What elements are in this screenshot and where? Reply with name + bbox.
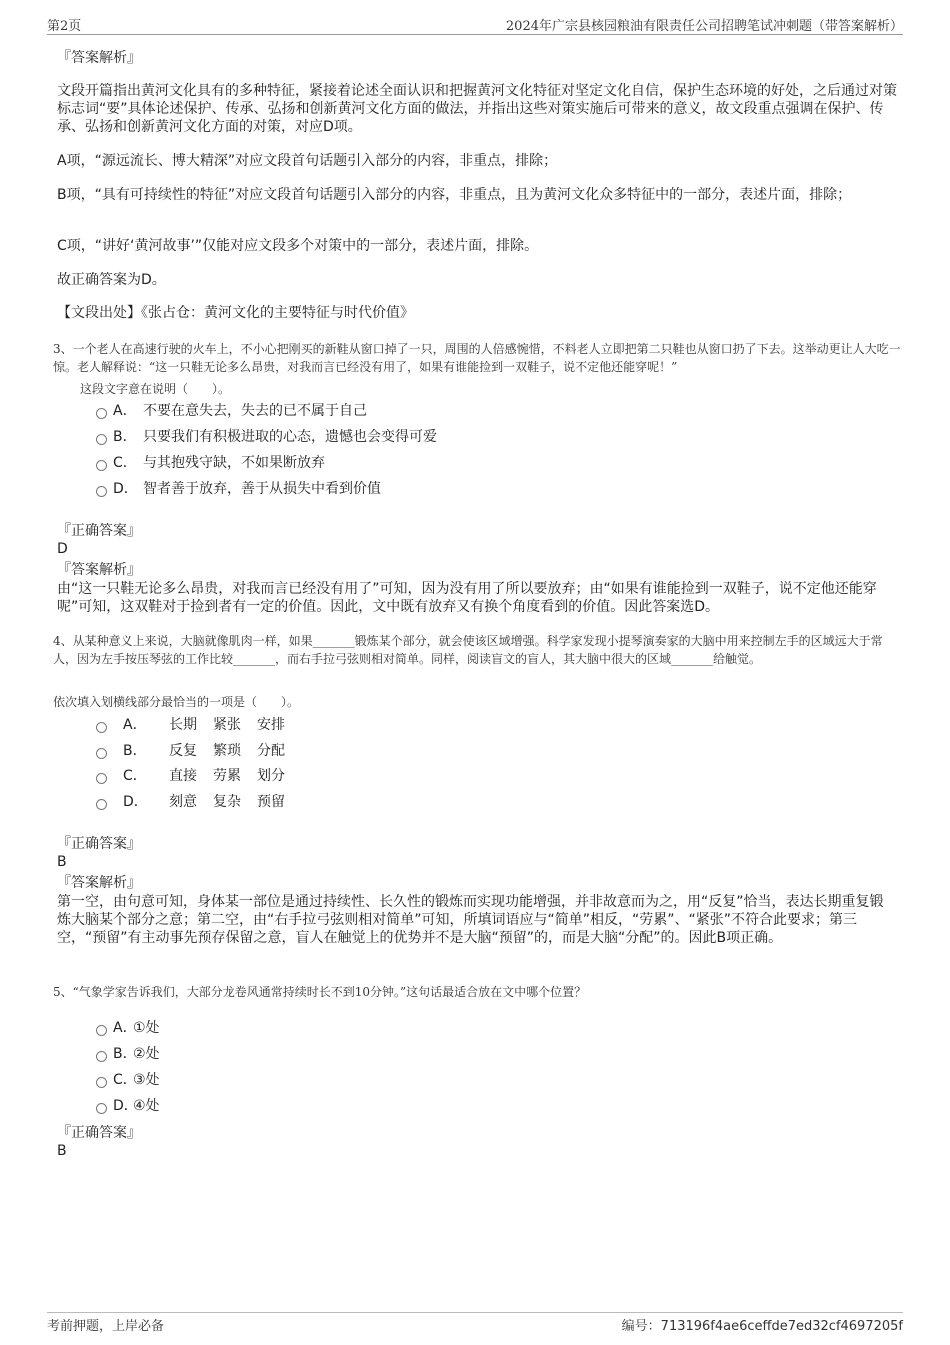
radio-icon[interactable] bbox=[96, 434, 107, 445]
q3-analysis: 由“这一只鞋无论多么昂贵，对我而言已经没有用了”可知，因为没有用了所以要放弃；由“如果有谁能捡到一双鞋子，说不定他还能穿呢”可知，这双鞋对于捡到者有一定的价值。因此，文中既有放弃又有换个角度看到的价值。因此答案选D。 bbox=[57, 581, 877, 615]
q5-stem: 5、“气象学家告诉我们，大部分龙卷风通常持续时长不到10分钟。”这句话最适合放在文中哪个位置？ bbox=[53, 985, 587, 999]
q5-option-a[interactable]: A．①处 bbox=[96, 1019, 160, 1037]
q5-option-d[interactable]: D．④处 bbox=[96, 1097, 160, 1115]
footer-slogan: 考前押题，上岸必备 bbox=[47, 1319, 165, 1334]
radio-icon[interactable] bbox=[96, 1103, 107, 1114]
q5-answer-label: 『正确答案』 bbox=[57, 1125, 141, 1141]
radio-icon[interactable] bbox=[96, 799, 107, 810]
document-title: 2024年广宗县核园粮油有限责任公司招聘笔试冲刺题（带答案解析） bbox=[505, 19, 903, 34]
q4-stem: 4、从某种意义上来说，大脑就像肌肉一样，如果_______锻炼某个部分，就会使该区域增强。科学家发现小提琴演奏家的大脑中用来控制左手的区域远大于常人，因为左手按压琴弦的工作比较_______，而右手拉弓弦则相对简单。同样，阅读盲文的盲人，其大脑中很大的区域_______给触觉。 bbox=[53, 634, 883, 666]
q3-option-c[interactable]: C． 与其抱残守缺，不如果断放弃 bbox=[96, 454, 325, 472]
q5-option-c[interactable]: C．③处 bbox=[96, 1071, 160, 1089]
q3-option-d[interactable]: D． 智者善于放弃，善于从损失中看到价值 bbox=[96, 480, 381, 498]
q4-option-a[interactable]: A． 长期 紧张 安排 bbox=[96, 716, 301, 734]
radio-icon[interactable] bbox=[96, 773, 107, 784]
q4-option-c[interactable]: C． 直接 劳累 划分 bbox=[96, 767, 301, 785]
q2-option-a-analysis: A项，“源远流长、博大精深”对应文段首句话题引入部分的内容，非重点，排除； bbox=[57, 153, 558, 169]
q3-answer-label: 『正确答案』 bbox=[57, 523, 141, 539]
q4-answer: B bbox=[57, 854, 67, 870]
q3-option-b[interactable]: B． 只要我们有积极进取的心态，遗憾也会变得可爱 bbox=[96, 428, 437, 446]
radio-icon[interactable] bbox=[96, 1025, 107, 1036]
q4-option-d[interactable]: D． 刻意 复杂 预留 bbox=[96, 793, 301, 811]
q5-option-b[interactable]: B．②处 bbox=[96, 1045, 160, 1063]
q3-stem: 3、一个老人在高速行驶的火车上，不小心把刚买的新鞋从窗口掉了一只，周围的人倍感惋惜，不料老人立即把第二只鞋也从窗口扔了下去。这举动更让人大吃一惊。老人解释说：“这一只鞋无论多么昂贵，对我而言已经没有用了，如果有谁能捡到一双鞋子，说不定他还能穿呢！” bbox=[53, 342, 901, 374]
q4-analysis: 第一空，由句意可知，身体某一部位是通过持续性、长久性的锻炼而实现功能增强，并非故意而为之，用“反复”恰当，表达长期重复锻炼大脑某个部分之意；第二空，由“右手拉弓弦则相对简单”可知，所填词语应与“简单”相反，“劳累”、“紧张”不符合此要求；第三空，“预留”有主动事先预存保留之意，盲人在触觉上的优势并不是大脑“预留”的，而是大脑“分配”的。因此B项正确。 bbox=[57, 894, 884, 946]
radio-icon[interactable] bbox=[96, 1051, 107, 1062]
q3-option-a[interactable]: A． 不要在意失去，失去的已不属于自己 bbox=[96, 402, 367, 420]
q4-prompt: 依次填入划横线部分最恰当的一项是（ ）。 bbox=[53, 695, 300, 709]
q3-prompt: 这段文字意在说明（ ）。 bbox=[80, 382, 231, 396]
page-footer bbox=[47, 1312, 903, 1333]
q4-option-b[interactable]: B． 反复 繁琐 分配 bbox=[96, 742, 301, 760]
page-number: 第2页 bbox=[47, 19, 82, 34]
q2-analysis-para: 文段开篇指出黄河文化具有的多种特征，紧接着论述全面认识和把握黄河文化特征对坚定文化自信，保护生态环境的好处，之后通过对策标志词“要”具体论述保护、传承、弘扬和创新黄河文化方面的做法，并指出这些对策实施后可带来的意义，故文段重点强调在保护、传承、弘扬和创新黄河文化方面的对策，对应D项。 bbox=[57, 83, 897, 135]
radio-icon[interactable] bbox=[96, 722, 107, 733]
radio-icon[interactable] bbox=[96, 748, 107, 759]
q4-answer-label: 『正确答案』 bbox=[57, 836, 141, 852]
page-header bbox=[47, 14, 903, 35]
q2-analysis-label: 『答案解析』 bbox=[57, 50, 141, 66]
radio-icon[interactable] bbox=[96, 1077, 107, 1088]
document-id: 编号：713196f4ae6ceffde7ed32cf4697205f bbox=[621, 1319, 903, 1334]
radio-icon[interactable] bbox=[96, 460, 107, 471]
q2-conclusion: 故正确答案为D。 bbox=[57, 272, 166, 288]
q3-analysis-label: 『答案解析』 bbox=[57, 562, 141, 578]
q5-answer: B bbox=[57, 1143, 67, 1159]
q2-source: 【文段出处】《张占仓：黄河文化的主要特征与时代价值》 bbox=[57, 305, 414, 321]
q2-option-c-analysis: C项，“讲好‘黄河故事’”仅能对应文段多个对策中的一部分，表述片面，排除。 bbox=[57, 238, 539, 254]
q3-answer: D bbox=[57, 541, 68, 557]
q4-analysis-label: 『答案解析』 bbox=[57, 875, 141, 891]
q2-option-b-analysis: B项，“具有可持续性的特征”对应文段首句话题引入部分的内容，非重点，且为黄河文化众多特征中的一部分，表述片面，排除； bbox=[57, 187, 852, 203]
radio-icon[interactable] bbox=[96, 486, 107, 497]
radio-icon[interactable] bbox=[96, 408, 107, 419]
